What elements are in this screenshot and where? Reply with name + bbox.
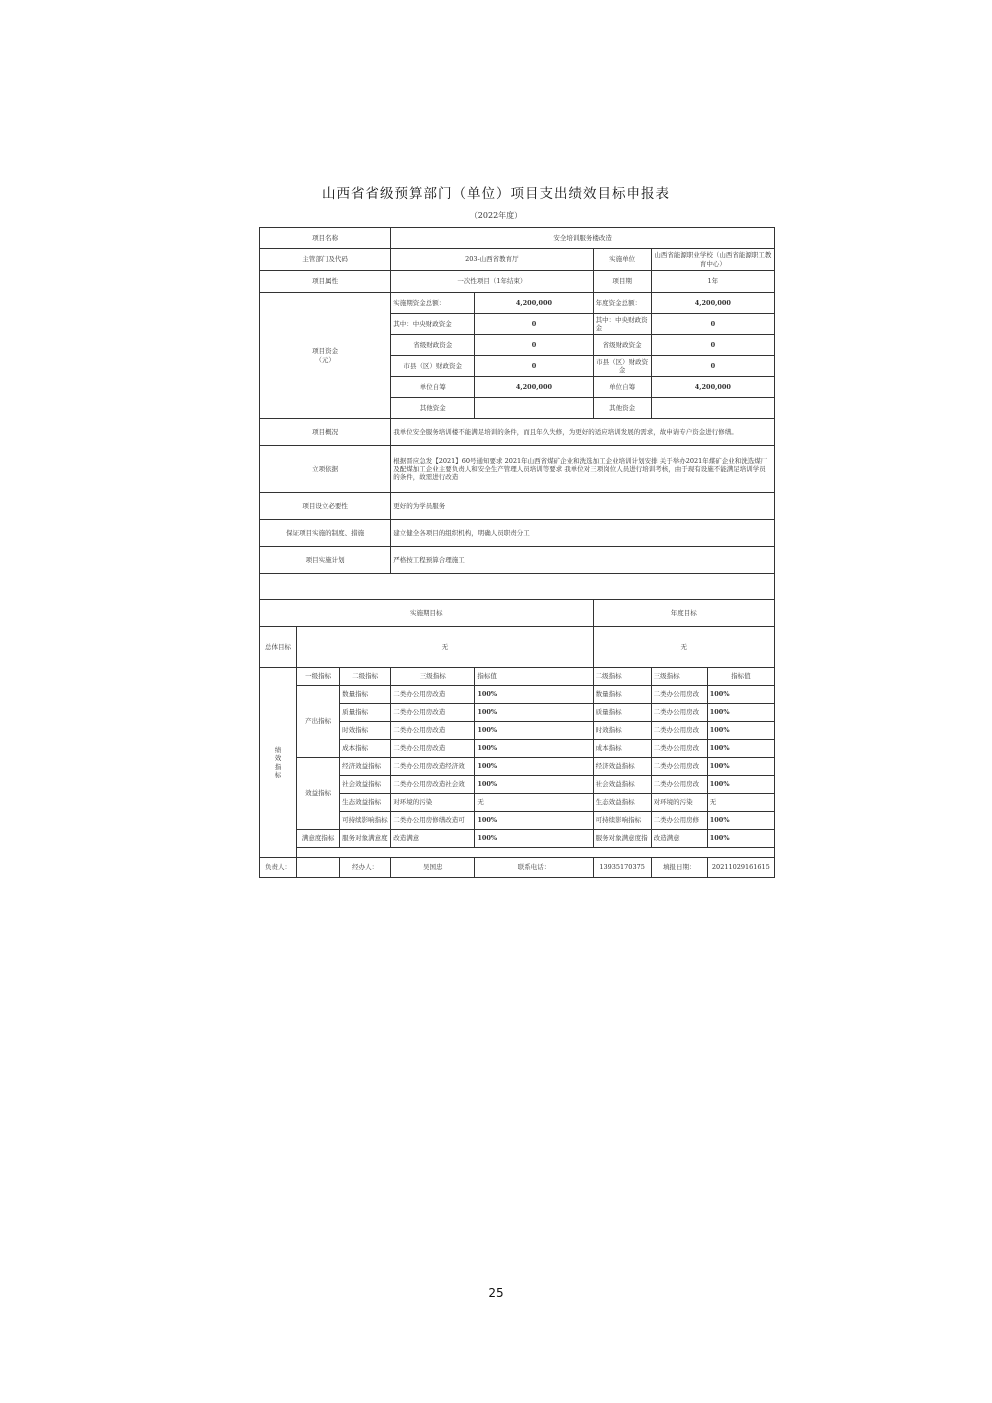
indicator-l3-annual: 二类办公用房改 <box>651 722 707 740</box>
indicator-l2-annual: 质量指标 <box>593 704 651 722</box>
indicator-l2: 数量指标 <box>340 686 391 704</box>
indicator-value-annual: 100% <box>707 722 774 740</box>
provincial2-value: 0 <box>651 335 774 356</box>
central-label: 其中：中央财政资金 <box>391 314 475 335</box>
indicator-spacer <box>297 848 775 858</box>
total-impl-value: 4,200,000 <box>475 293 593 314</box>
ind-value-header: 指标值 <box>475 668 593 686</box>
lvl3-header-annual: 三级指标 <box>651 668 707 686</box>
self-raised-value: 4,200,000 <box>475 377 593 398</box>
other2-value <box>651 398 774 419</box>
annual-total-label: 年度资金总额： <box>593 293 651 314</box>
indicator-l2: 生态效益指标 <box>340 794 391 812</box>
phone-value: 13935170375 <box>593 858 651 878</box>
project-attr-value: 一次性项目（1年结束） <box>391 271 593 293</box>
indicator-l3: 二类办公用房改造 <box>391 740 475 758</box>
indicator-l3-annual: 改造满意 <box>651 830 707 848</box>
project-funds-label: 项目资金 （元） <box>260 293 391 419</box>
central2-value: 0 <box>651 314 774 335</box>
indicator-l3: 二类办公用房改造经济效 <box>391 758 475 776</box>
indicator-value-annual: 100% <box>707 686 774 704</box>
annual-goal-header: 年度目标 <box>593 600 774 627</box>
provincial2-label: 省级财政资金 <box>593 335 651 356</box>
handler-value: 吴国忠 <box>391 858 475 878</box>
indicator-l3-annual: 二类办公用房改 <box>651 776 707 794</box>
overview-label: 项目概况 <box>260 419 391 446</box>
self-raised2-label: 单位自筹 <box>593 377 651 398</box>
responsible-label: 负责人： <box>260 858 297 878</box>
city-county-value: 0 <box>475 356 593 377</box>
indicator-value: 100% <box>475 776 593 794</box>
project-period-value: 1年 <box>651 271 774 293</box>
indicator-value: 100% <box>475 686 593 704</box>
lvl3-header: 三级指标 <box>391 668 475 686</box>
measures-label: 保证项目实施的制度、措施 <box>260 520 391 547</box>
overview-value: 我单位安全服务培训楼不能满足培训的条件，而且年久失修，为更好的适应培训发展的需求，故申请专户资金进行修缮。 <box>391 419 775 446</box>
necessity-value: 更好的为学员服务 <box>391 493 775 520</box>
fill-date-label: 填报日期： <box>651 858 707 878</box>
indicator-value: 100% <box>475 758 593 776</box>
indicator-l2: 成本指标 <box>340 740 391 758</box>
benefit-indicators-label: 效益指标 <box>297 758 340 830</box>
perf-indicators-label: 绩 效 指 标 <box>260 668 297 858</box>
dept-code-label: 主管部门及代码 <box>260 249 391 271</box>
indicator-value-annual: 100% <box>707 776 774 794</box>
indicator-l3-annual: 二类办公用房修 <box>651 812 707 830</box>
handler-label: 经办人： <box>340 858 391 878</box>
other-value <box>475 398 593 419</box>
project-attr-label: 项目属性 <box>260 271 391 293</box>
basis-value: 根据晋应急发【2021】60号通知要求 2021年山西省煤矿企业和洗选加工企业培训计划安排 关于举办2021年煤矿企业和洗选煤厂及配煤加工企业主要负责人和安全生产管理人员培训等要求 我单位对三项岗位人员进行培训考核，由于现有设施不能满足培训学员的条件，故需进行改造 <box>391 446 775 493</box>
indicator-l3-annual: 二类办公用房改 <box>651 704 707 722</box>
project-period-label: 项目期 <box>593 271 651 293</box>
indicator-l2-annual: 成本指标 <box>593 740 651 758</box>
plan-label: 项目实施计划 <box>260 547 391 574</box>
indicator-value: 100% <box>475 812 593 830</box>
indicator-l3: 对环境的污染 <box>391 794 475 812</box>
ind-value-header-annual: 指标值 <box>707 668 774 686</box>
plan-value: 严格按工程预算合理施工 <box>391 547 775 574</box>
indicator-l2-annual: 可持续影响指标 <box>593 812 651 830</box>
performance-target-form <box>259 227 775 878</box>
indicator-l2-annual: 经济效益指标 <box>593 758 651 776</box>
satisfaction-indicators-label: 满意度指标 <box>297 830 340 848</box>
indicator-value-annual: 100% <box>707 758 774 776</box>
indicator-value: 无 <box>475 794 593 812</box>
other-label: 其他资金 <box>391 398 475 419</box>
indicator-l3: 改造满意 <box>391 830 475 848</box>
indicator-value: 100% <box>475 830 593 848</box>
indicator-l3-annual: 二类办公用房改 <box>651 740 707 758</box>
provincial-value: 0 <box>475 335 593 356</box>
page-number: 25 <box>488 1286 504 1300</box>
overall-goal-label: 总体目标 <box>260 627 297 668</box>
self-raised-label: 单位自筹 <box>391 377 475 398</box>
indicator-l3: 二类办公用房改造 <box>391 722 475 740</box>
indicator-value-annual: 100% <box>707 830 774 848</box>
indicator-l3: 二类办公用房改造 <box>391 704 475 722</box>
project-name-value: 安全培训服务楼改造 <box>391 228 775 249</box>
indicator-l2-annual: 时效指标 <box>593 722 651 740</box>
indicator-l2: 经济效益指标 <box>340 758 391 776</box>
dept-code-value: 203-山西省教育厅 <box>391 249 593 271</box>
city-county-label: 市县（区）财政资金 <box>391 356 475 377</box>
lvl2-header: 二级指标 <box>340 668 391 686</box>
indicator-l2: 质量指标 <box>340 704 391 722</box>
annual-total-value: 4,200,000 <box>651 293 774 314</box>
indicator-value-annual: 无 <box>707 794 774 812</box>
project-name-label: 项目名称 <box>260 228 391 249</box>
indicator-l2-annual: 生态效益指标 <box>593 794 651 812</box>
indicator-l3-annual: 二类办公用房改 <box>651 758 707 776</box>
indicator-l2: 社会效益指标 <box>340 776 391 794</box>
impl-goal-header: 实施期目标 <box>260 600 594 627</box>
blank-row <box>260 574 775 600</box>
necessity-label: 项目设立必要性 <box>260 493 391 520</box>
other2-label: 其他资金 <box>593 398 651 419</box>
indicator-l3-annual: 二类办公用房改 <box>651 686 707 704</box>
page-title: 山西省省级预算部门（单位）项目支出绩效目标申报表 <box>322 186 670 202</box>
indicator-value: 100% <box>475 740 593 758</box>
indicator-l3-annual: 对环境的污染 <box>651 794 707 812</box>
indicator-l3: 二类办公用房改造 <box>391 686 475 704</box>
total-impl-label: 实施期资金总额： <box>391 293 475 314</box>
responsible-value <box>297 858 340 878</box>
self-raised2-value: 4,200,000 <box>651 377 774 398</box>
indicator-l2-annual: 服务对象满意度指 <box>593 830 651 848</box>
impl-unit-label: 实施单位 <box>593 249 651 271</box>
measures-value: 建立健全各项目的组织机构，明确人员职责分工 <box>391 520 775 547</box>
fill-date-value: 20211029161615 <box>707 858 774 878</box>
phone-label: 联系电话： <box>475 858 593 878</box>
indicator-l2: 可持续影响指标 <box>340 812 391 830</box>
indicator-value: 100% <box>475 704 593 722</box>
indicator-l2: 时效指标 <box>340 722 391 740</box>
lvl1-header: 一级指标 <box>297 668 340 686</box>
central-value: 0 <box>475 314 593 335</box>
central2-label: 其中：中央财政资金 <box>593 314 651 335</box>
indicator-value-annual: 100% <box>707 740 774 758</box>
city-county2-label: 市县（区）财政资金 <box>593 356 651 377</box>
lvl2-header-annual: 二级指标 <box>593 668 651 686</box>
indicator-value-annual: 100% <box>707 704 774 722</box>
indicator-l3: 二类办公用房改造社会效 <box>391 776 475 794</box>
provincial-label: 省级财政资金 <box>391 335 475 356</box>
indicator-value-annual: 100% <box>707 812 774 830</box>
basis-label: 立项依据 <box>260 446 391 493</box>
overall-goal-impl: 无 <box>297 627 594 668</box>
city-county2-value: 0 <box>651 356 774 377</box>
indicator-l3: 二类办公用房修缮改造可 <box>391 812 475 830</box>
indicator-l2-annual: 数量指标 <box>593 686 651 704</box>
overall-goal-annual: 无 <box>593 627 774 668</box>
indicator-l2-annual: 社会效益指标 <box>593 776 651 794</box>
indicator-value: 100% <box>475 722 593 740</box>
impl-unit-value: 山西省能源职业学校（山西省能源职工教育中心） <box>651 249 774 271</box>
fiscal-year: （2022年度） <box>469 211 523 220</box>
output-indicators-label: 产出指标 <box>297 686 340 758</box>
indicator-l2: 服务对象满意度 <box>340 830 391 848</box>
